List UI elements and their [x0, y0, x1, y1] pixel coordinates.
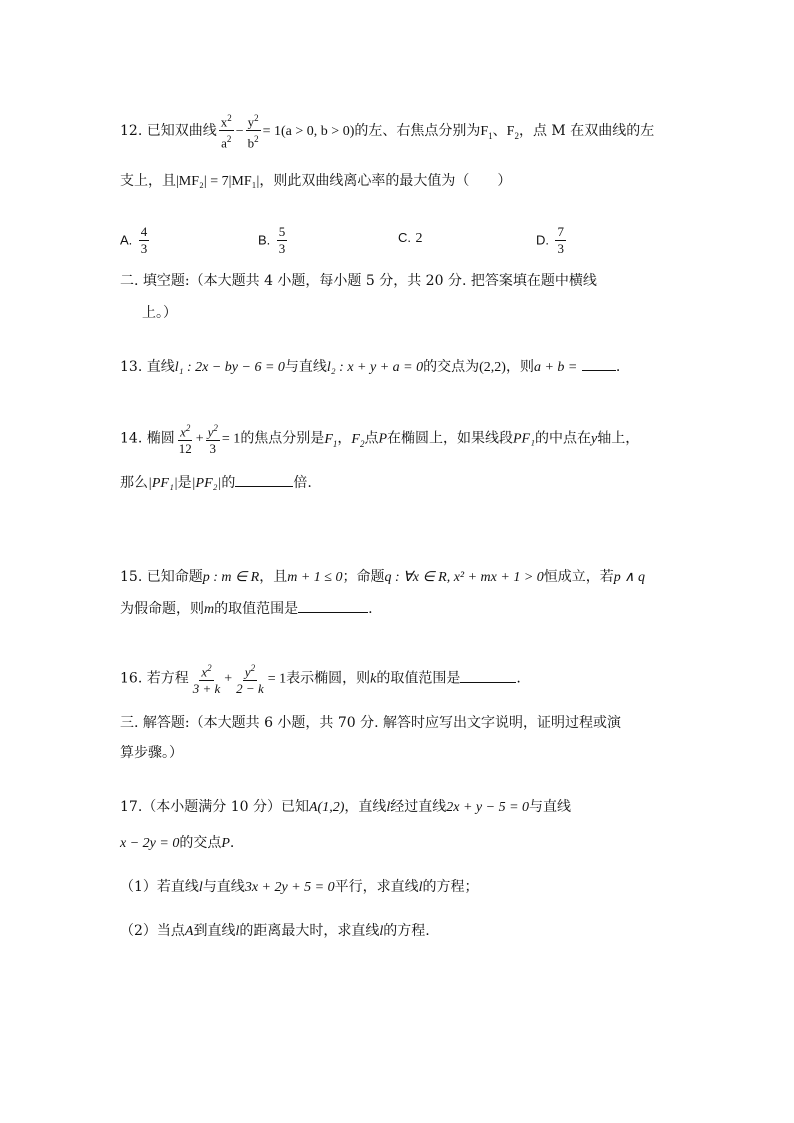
q15-line2a: 为假命题，则 [120, 601, 204, 617]
q15-answer-blank[interactable] [298, 600, 368, 613]
q17-part1: （1）若直线l与直线3x + 2y + 5 = 0平行，求直线l的方程； [120, 879, 479, 895]
q12-focus1: $F_1$ [480, 123, 493, 141]
q14-abs2: |PF₂| [191, 476, 222, 491]
q14-text5: 的中点在 [534, 430, 591, 447]
q12-focus2: $F_2$ [506, 123, 519, 141]
q15-cond: m + 1 ≤ 0 [287, 570, 343, 585]
q14-eqrhs: = 1 [221, 431, 241, 447]
q16-text1: 若方程 [146, 670, 189, 687]
q16-number: 16. [120, 670, 143, 687]
q14-answer-blank[interactable] [235, 474, 293, 487]
q13-text4: ，则 [505, 359, 534, 375]
q14-f2: $F_2$ [351, 431, 365, 449]
q17-line1: 17.（本小题满分 10 分）已知A(1,2)，直线l经过直线2x + y − 5 = 0与直线 [120, 799, 572, 815]
q12-text1: 已知双曲线 [146, 122, 217, 139]
q16-text3: 的取值范围是 [376, 670, 461, 687]
q13-point: (2,2) [479, 360, 506, 375]
q12-sep: 、 [492, 122, 507, 139]
q15-number: 15. [120, 569, 143, 585]
q12-line2 [120, 170, 511, 190]
q17-part2: （2）当点A到直线l的距离最大时，求直线l的方程. [120, 923, 430, 939]
q12-condition: |MF₂| = 7|MF₁| [176, 174, 260, 189]
q17-part2-a: A [184, 924, 194, 939]
q12-equation: = 1(a > 0, b > 0) [262, 123, 355, 139]
q14-text6: 轴上， [597, 430, 640, 447]
q12-text4: ，点 M 在双曲线的左 [518, 122, 655, 139]
q13-line1-eq: l₁ : 2x − by − 6 = 0 [174, 360, 285, 375]
q15-text1: 已知命题 [146, 569, 203, 585]
q12-line1: 12. 已知双曲线 $\frac{x^2}{a^2}$ − $\frac{y^2}{b^2}$ = 1(a > 0, b > 0)的左、右焦点分别为$F_1$、$F_2$，点 M 在双曲线的左 [120, 110, 654, 152]
q14-frac-x: $\frac{x^2}{12}$ [177, 420, 194, 457]
q15-text4: 恒成立，若 [543, 569, 614, 585]
q15-line1 [120, 566, 645, 586]
q14-number: 14. [120, 430, 143, 447]
q14-frac-y: $\frac{y^2}{3}$ [206, 420, 220, 457]
q16-frac-y: $\frac{y^2}{2 - k}$ [234, 660, 266, 697]
q15-prop-p: p : m ∈ R [202, 570, 260, 585]
q12-number: 12. [120, 122, 143, 139]
q16-text2: 表示椭圆，则 [286, 670, 371, 687]
section3-heading-cont: 算步骤。） [120, 745, 183, 761]
q15-line2b: 的取值范围是 [214, 601, 299, 617]
q14-y: y [590, 431, 598, 447]
q16-line: 16. 若方程 $\frac{x^2}{3 + k}$ + $\frac{y^2}{2 - k}$ = 1表示椭圆，则k的取值范围是 . [120, 660, 521, 697]
q15-text3: ；命题 [342, 569, 385, 585]
section2-heading-cont: 上。） [142, 305, 177, 321]
q17-eq1: 2x + y − 5 = 0 [446, 800, 530, 815]
q13-number: 13. [120, 359, 143, 375]
q17-text1: 17.（本小题满分 10 分）已知 [120, 799, 309, 815]
q12-line2a: 支上，且 [120, 173, 176, 189]
q12-option-d: D. $\frac{7}{3}$ [536, 224, 564, 256]
q12-option-a: A. $\frac{4}{3}$ [120, 224, 148, 256]
q17-point-p: P [221, 836, 230, 851]
section3-heading: 三. 解答题:（本大题共 6 小题，共 70 分. 解答时应写出文字说明，证明过程或演 [120, 715, 622, 731]
q14-pf1: PF₁ [513, 431, 535, 447]
q12-option-b: B. $\frac{5}{3}$ [258, 224, 286, 256]
q13-line2-eq: l₂ : x + y + a = 0 [326, 360, 424, 375]
q15-prop-q: q : ∀x ∈ R, x² + mx + 1 > 0 [384, 570, 544, 585]
q14-line2b: 是 [177, 475, 192, 491]
q15-text2: ，且 [259, 569, 288, 585]
section2-heading: 二. 填空题:（本大题共 4 小题，每小题 5 分，共 20 分. 把答案填在题中横线 [120, 273, 597, 289]
q16-frac-x: $\frac{x^2}{3 + k}$ [191, 660, 223, 697]
q16-answer-blank[interactable] [460, 670, 516, 683]
q14-line2 [120, 472, 312, 492]
q14-f1: $F_1$ [324, 431, 338, 449]
q14-text1: 椭圆 [146, 430, 175, 447]
q13-expr: a + b = [533, 360, 578, 375]
q17-eq3: 3x + 2y + 5 = 0 [244, 880, 335, 895]
q15-p-and-q: p ∧ q [613, 570, 646, 585]
q14-text4: 在椭圆上，如果线段 [387, 430, 513, 447]
q14-text3: 点 [364, 430, 379, 447]
q12-frac-y: $\frac{y^2}{b^2}$ [246, 110, 261, 152]
q14-abs1: |PF₁| [148, 476, 178, 491]
q17-line2: x − 2y = 0的交点P. [120, 835, 235, 851]
q16-eqrhs: = 1 [267, 671, 287, 687]
q17-l: l [386, 800, 391, 815]
q13-text1: 直线 [146, 359, 175, 375]
q14-line2d: 倍. [293, 475, 312, 491]
q13-text3: 的交点为 [423, 359, 480, 375]
q12-text2: 的左、右焦点分别为 [354, 122, 481, 139]
q14-text2: 的焦点分别是 [240, 430, 325, 447]
q15-line2: 为假命题，则m的取值范围是 . [120, 601, 373, 617]
q15-m: m [204, 602, 215, 617]
q14-p: P [378, 431, 387, 447]
q13-answer-blank[interactable] [582, 358, 616, 371]
q13-line: 13. 直线l₁ : 2x − by − 6 = 0与直线l₂ : x + y + a = 0的交点为(2,2)，则a + b = . [120, 359, 621, 375]
q12-option-c: C. 2 [398, 230, 423, 246]
q14-line2a: 那么 [120, 475, 148, 491]
q17-eq2: x − 2y = 0 [120, 836, 180, 851]
q14-line1: 14. 椭圆 $\frac{x^2}{12}$ + $\frac{y^2}{3}$ = 1的焦点分别是$F_1$，$F_2$点P在椭圆上，如果线段PF₁的中点在y轴上， [120, 420, 639, 457]
q16-k: k [370, 671, 377, 687]
q14-line2c: 的 [221, 475, 236, 491]
q13-text2: 与直线 [284, 359, 327, 375]
q17-point-a: A(1,2) [308, 800, 345, 815]
q12-line2b: ，则此双曲线离心率的最大值为（ ） [259, 173, 512, 189]
q12-frac-x: $\frac{x^2}{a^2}$ [219, 110, 234, 152]
